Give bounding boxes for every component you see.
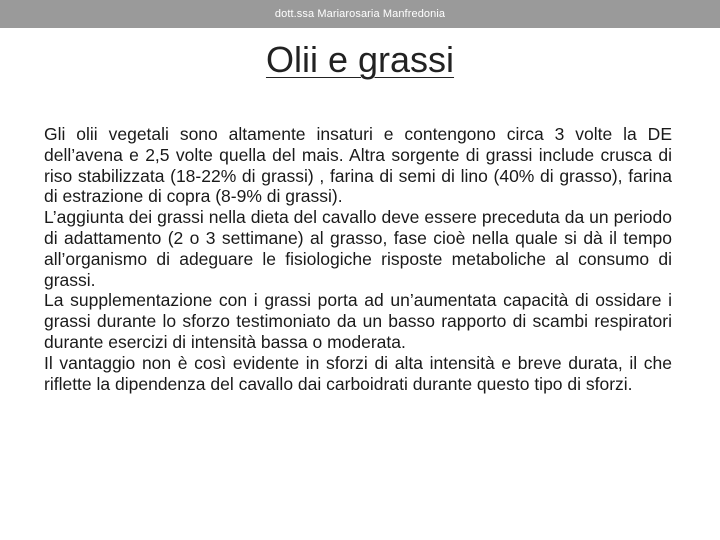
author-label: dott.ssa Mariarosaria Manfredonia	[274, 8, 446, 20]
slide-title: Olii e grassi	[265, 39, 455, 80]
paragraph: Gli olii vegetali sono altamente insaturi e contengono circa 3 volte la DE dell’avena e 2,5 volte quella del mais. Altra sorgente di grassi include crusca di riso stabilizzata (18-22% di grassi) , farina di semi di lino (40% di grasso), farina di estrazione di copra (8-9% di grassi).	[44, 124, 672, 207]
header-bar	[0, 0, 720, 28]
paragraph: La supplementazione con i grassi porta ad un’aumentata capacità di ossidare i grassi durante lo sforzo testimoniato da un basso rapporto di scambi respiratori durante esercizi di intensità bassa o moderata.	[44, 290, 672, 352]
paragraph: L’aggiunta dei grassi nella dieta del cavallo deve essere preceduta da un periodo di adattamento (2 o 3 settimane) al grasso, fase cioè nella quale si dà il tempo all’organismo di adeguare le fisiologiche risposte metaboliche al consumo di grassi.	[44, 207, 672, 290]
slide-body	[44, 124, 672, 394]
paragraph: Il vantaggio non è così evidente in sforzi di alta intensità e breve durata, il che riflette la dipendenza del cavallo dai carboidrati durante questo tipo di sforzi.	[44, 352, 672, 394]
